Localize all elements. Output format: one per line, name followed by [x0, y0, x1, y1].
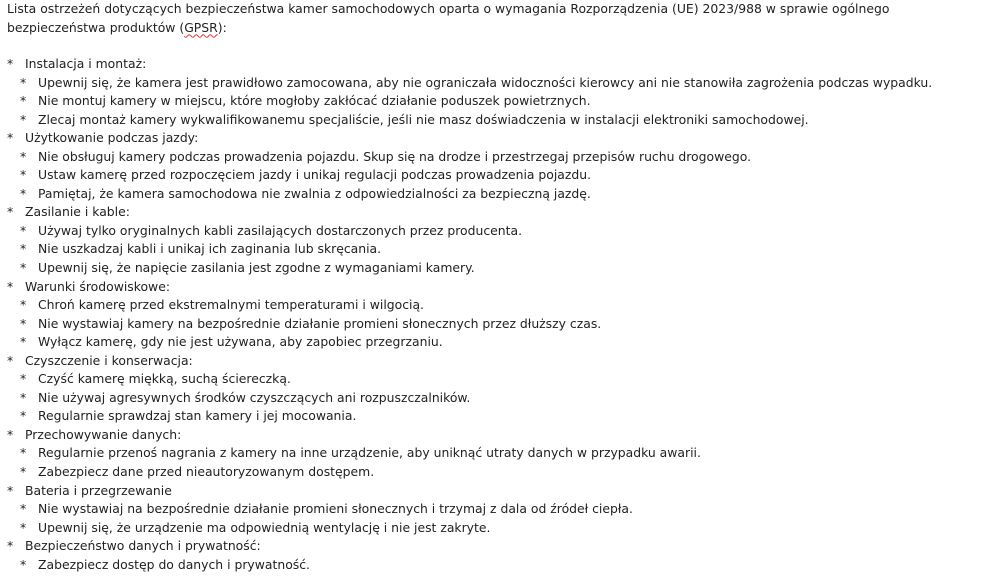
bullet-asterisk: * — [20, 93, 27, 109]
section-heading — [0, 426, 1000, 445]
bullet-asterisk: * — [20, 297, 27, 313]
section-heading — [0, 278, 1000, 297]
section-title: Bezpieczeństwo danych i prywatność: — [25, 538, 261, 554]
section-title: Zasilanie i kable: — [25, 204, 130, 220]
bullet-asterisk: * — [20, 501, 27, 517]
list-item — [0, 259, 1000, 278]
section-title: Instalacja i montaż: — [25, 56, 147, 71]
intro-paragraph — [7, 0, 992, 37]
list-item-text: Upewnij się, że kamera jest prawidłowo zamocowana, aby nie ograniczała widoczności kierowcy ani nie stanowiła zagrożenia podczas wypadku. — [38, 74, 933, 90]
section-title: Użytkowanie podczas jazdy: — [25, 130, 199, 146]
bullet-asterisk: * — [7, 482, 14, 498]
list-item-text: Nie wystawiaj kamery na bezpośrednie działanie promieni słonecznych przez dłuższy czas. — [38, 315, 602, 331]
list-item-text: Czyść kamerę miękką, suchą ściereczką. — [38, 371, 291, 387]
bullet-asterisk: * — [20, 74, 27, 90]
bullet-asterisk: * — [20, 241, 27, 257]
list-item-text: Wyłącz kamerę, gdy nie jest używana, aby zapobiec przegrzaniu. — [38, 334, 443, 350]
list-item-text: Pamiętaj, że kamera samochodowa nie zwalnia z odpowiedzialności za bezpieczną jazdę. — [38, 185, 591, 201]
bullet-asterisk: * — [20, 260, 27, 276]
bullet-asterisk: * — [20, 334, 27, 350]
list-item-text: Nie montuj kamery w miejscu, które mogłoby zakłócać działanie poduszek powietrznych. — [38, 93, 591, 109]
list-item — [0, 519, 1000, 538]
section-heading — [0, 203, 1000, 222]
section-heading — [0, 537, 1000, 556]
section-heading — [0, 482, 1000, 501]
section-title: Czyszczenie i konserwacja: — [25, 352, 193, 368]
bullet-asterisk: * — [20, 167, 27, 183]
list-item — [0, 407, 1000, 426]
intro-text: Lista ostrzeżeń dotyczących bezpieczeństwa kamer samochodowych oparta o wymagania Rozporządzenia (UE) 2023/988 w sprawie ogólnego bezpieczeństwa produktów ( — [7, 1, 890, 35]
bullet-asterisk: * — [20, 519, 27, 535]
bullet-asterisk: * — [7, 56, 14, 71]
list-item — [0, 556, 1000, 575]
section-title: Bateria i przegrzewanie — [25, 482, 172, 498]
list-item-text: Nie obsługuj kamery podczas prowadzenia pojazdu. Skup się na drodze i przestrzegaj przepisów ruchu drogowego. — [38, 148, 752, 164]
list-item-text: Upewnij się, że urządzenie ma odpowiednią wentylację i nie jest zakryte. — [38, 519, 491, 535]
list-item — [0, 296, 1000, 315]
bullet-asterisk: * — [7, 204, 14, 220]
list-item — [0, 370, 1000, 389]
bullet-asterisk: * — [20, 222, 27, 238]
section-heading — [0, 352, 1000, 371]
list-item-text: Zlecaj montaż kamery wykwalifikowanemu specjaliście, jeśli nie masz doświadczenia w instalacji elektroniki samochodowej. — [38, 111, 809, 127]
list-item — [0, 111, 1000, 130]
bullet-asterisk: * — [20, 464, 27, 480]
list-item-text: Chroń kamerę przed ekstremalnymi temperaturami i wilgocią. — [38, 297, 424, 313]
warning-list — [0, 55, 1000, 574]
bullet-asterisk: * — [20, 389, 27, 405]
bullet-asterisk: * — [7, 426, 14, 442]
bullet-asterisk: * — [20, 371, 27, 387]
bullet-asterisk: * — [20, 556, 27, 572]
list-item — [0, 240, 1000, 259]
list-item — [0, 166, 1000, 185]
list-item — [0, 500, 1000, 519]
list-item-text: Ustaw kamerę przed rozpoczęciem jazdy i unikaj regulacji podczas prowadzenia pojazdu. — [38, 167, 592, 183]
section-heading — [0, 129, 1000, 148]
gpsr-abbreviation: GPSR — [184, 19, 218, 35]
bullet-asterisk: * — [7, 130, 14, 146]
list-item — [0, 444, 1000, 463]
list-item — [0, 333, 1000, 352]
list-item — [0, 389, 1000, 408]
section-heading — [0, 55, 1000, 74]
list-item — [0, 185, 1000, 204]
list-item-text: Regularnie przenoś nagrania z kamery na inne urządzenie, aby uniknąć utraty danych w przypadku awarii. — [38, 445, 701, 461]
list-item — [0, 74, 1000, 93]
list-item-text: Nie używaj agresywnych środków czyszczących ani rozpuszczalników. — [38, 389, 471, 405]
bullet-asterisk: * — [20, 148, 27, 164]
intro-suffix: ): — [217, 19, 227, 35]
bullet-asterisk: * — [20, 408, 27, 424]
list-item — [0, 92, 1000, 111]
list-item-text: Zabezpiecz dane przed nieautoryzowanym dostępem. — [38, 464, 375, 480]
bullet-asterisk: * — [20, 315, 27, 331]
list-item-text: Zabezpiecz dostęp do danych i prywatność. — [38, 556, 310, 572]
list-item-text: Nie uszkadzaj kabli i unikaj ich zaginania lub skręcania. — [38, 241, 382, 257]
list-item — [0, 315, 1000, 334]
bullet-asterisk: * — [7, 352, 14, 368]
bullet-asterisk: * — [7, 278, 14, 294]
bullet-asterisk: * — [7, 538, 14, 554]
bullet-asterisk: * — [20, 111, 27, 127]
list-item — [0, 148, 1000, 167]
list-item — [0, 222, 1000, 241]
list-item-text: Nie wystawiaj na bezpośrednie działanie promieni słonecznych i trzymaj z dala od źródeł ciepła. — [38, 501, 633, 517]
list-item-text: Upewnij się, że napięcie zasilania jest zgodne z wymaganiami kamery. — [38, 260, 475, 276]
list-item-text: Regularnie sprawdzaj stan kamery i jej mocowania. — [38, 408, 357, 424]
bullet-asterisk: * — [20, 445, 27, 461]
bullet-asterisk: * — [20, 185, 27, 201]
list-item — [0, 463, 1000, 482]
section-title: Warunki środowiskowe: — [25, 278, 170, 294]
section-title: Przechowywanie danych: — [25, 426, 182, 442]
list-item-text: Używaj tylko oryginalnych kabli zasilających dostarczonych przez producenta. — [38, 222, 523, 238]
